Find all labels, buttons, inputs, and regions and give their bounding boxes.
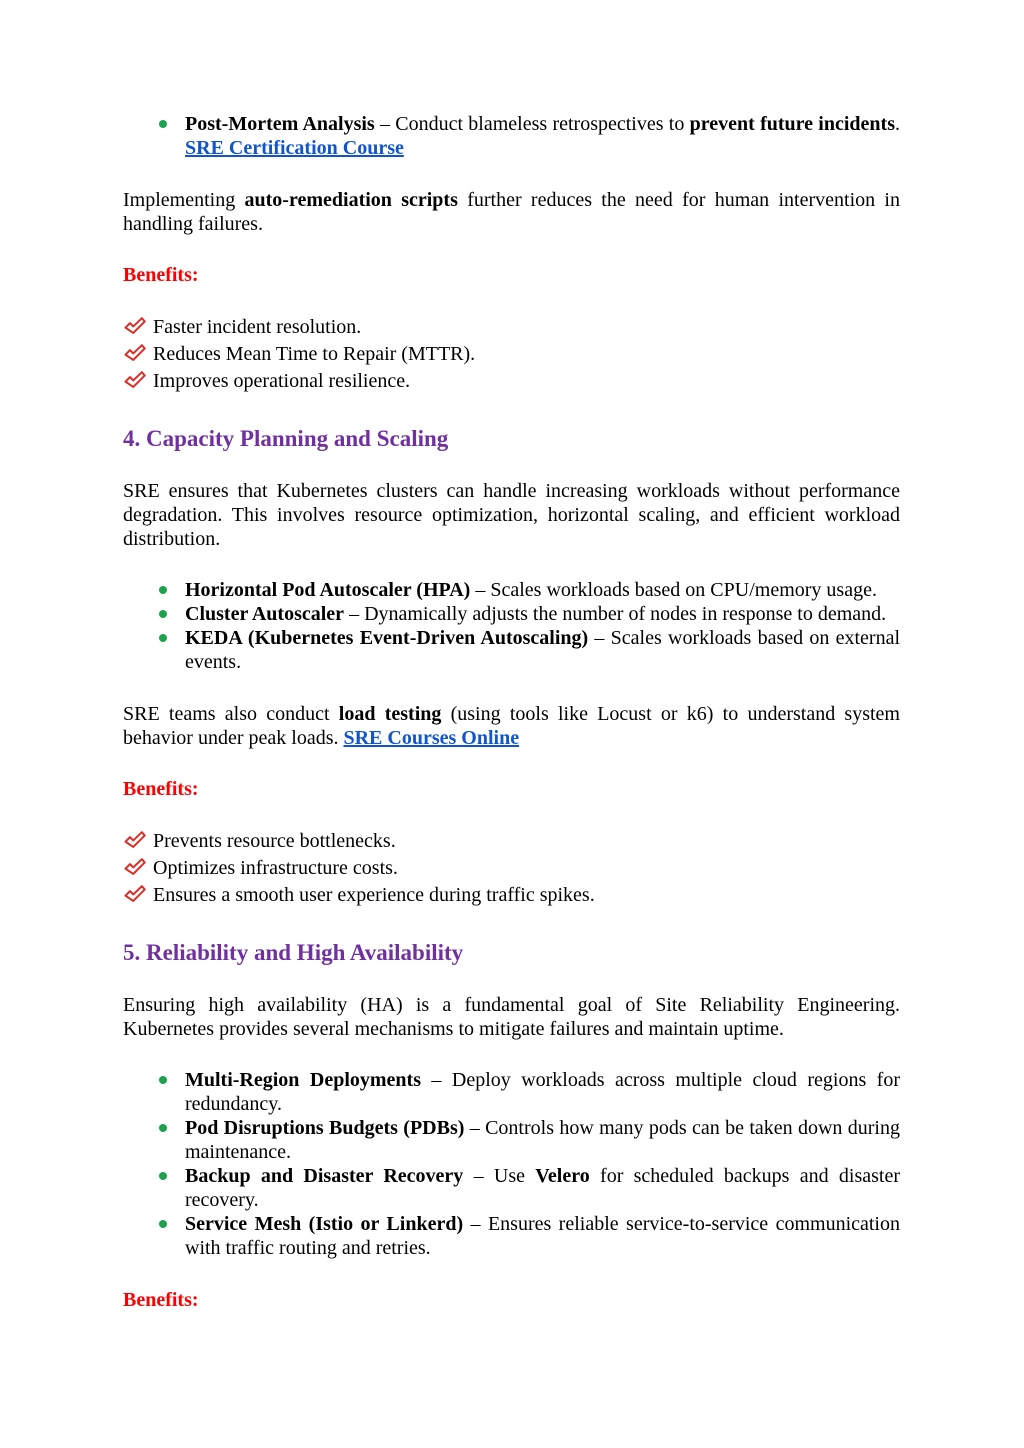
list-item-keda xyxy=(123,626,900,674)
section-heading-capacity: 4. Capacity Planning and Scaling xyxy=(123,426,449,451)
list-item-text: – Deploy workloads across multiple cloud regions for redundancy. xyxy=(185,1069,900,1115)
list-item-bold-term: Horizontal Pod Autoscaler (HPA) xyxy=(185,579,471,601)
check-row xyxy=(123,855,900,882)
bullet-icon xyxy=(159,1220,167,1228)
list-item-service-mesh xyxy=(123,1212,900,1260)
section-heading-reliability: 5. Reliability and High Availability xyxy=(123,940,464,965)
list-item-bold-term: KEDA (Kubernetes Event-Driven Autoscaling) xyxy=(185,627,589,649)
list-item-text: – Controls how many pods can be taken down during maintenance. xyxy=(185,1117,900,1163)
list-item-text: . xyxy=(895,113,900,135)
check-row xyxy=(123,368,900,395)
list-item-bold-phrase: Velero xyxy=(535,1165,590,1187)
check-text: Prevents resource bottlenecks. xyxy=(153,830,396,852)
list-item-text: for scheduled backups and disaster recovery. xyxy=(185,1165,901,1211)
benefits-heading: Benefits: xyxy=(123,1289,199,1311)
bullet-list-scaling xyxy=(123,578,900,674)
bullet-icon xyxy=(159,1124,167,1132)
checkmark-icon xyxy=(123,316,146,336)
list-item-text: – Use xyxy=(463,1165,536,1187)
list-item-bold-term: Backup and Disaster Recovery xyxy=(185,1165,464,1187)
paragraph-reliability: Ensuring high availability (HA) is a fundamental goal of Site Reliability Engineering. Kubernetes provides several mechanisms to mitigate failures and maintain uptime. xyxy=(123,994,900,1040)
list-item-bold-term: Multi-Region Deployments xyxy=(185,1069,421,1091)
list-item-text: – Conduct blameless retrospectives to xyxy=(374,113,690,135)
paragraph-text: Implementing xyxy=(123,189,245,211)
list-item-backup-dr xyxy=(123,1164,900,1212)
check-text: Improves operational resilience. xyxy=(153,370,411,392)
list-item-text: – Scales workloads based on external events. xyxy=(185,627,900,673)
check-text: Optimizes infrastructure costs. xyxy=(153,857,398,879)
checkmark-icon xyxy=(123,343,146,363)
paragraph-bold-phrase: auto-remediation scripts xyxy=(244,189,458,211)
paragraph-text: SRE teams also conduct xyxy=(123,703,339,725)
list-item-hpa xyxy=(123,578,900,602)
list-item-text: – Ensures reliable service-to-service communication with traffic routing and retries. xyxy=(185,1213,900,1259)
list-item-bold-term: Post-Mortem Analysis xyxy=(185,113,375,135)
list-item-bold-term: Pod Disruptions Budgets (PDBs) xyxy=(185,1117,465,1139)
bullet-icon xyxy=(159,634,167,642)
paragraph-auto-remediation xyxy=(123,188,900,236)
bullet-icon xyxy=(159,120,167,128)
benefits-heading: Benefits: xyxy=(123,264,199,286)
check-list-incident xyxy=(123,314,900,395)
bullet-icon xyxy=(159,610,167,618)
benefits-heading: Benefits: xyxy=(123,778,199,800)
check-text: Ensures a smooth user experience during traffic spikes. xyxy=(153,884,595,906)
sre-courses-online-link[interactable]: SRE Courses Online xyxy=(343,727,520,749)
check-text: Faster incident resolution. xyxy=(153,316,362,338)
bullet-icon xyxy=(159,586,167,594)
paragraph-bold-phrase: load testing xyxy=(338,703,442,725)
list-item-bold-term: Cluster Autoscaler xyxy=(185,603,345,625)
list-item-text: – Scales workloads based on CPU/memory usage. xyxy=(470,579,877,601)
list-item-postmortem xyxy=(123,112,900,160)
paragraph-text: (using tools like Locust or k6) to understand system behavior under peak loads. xyxy=(123,703,900,749)
paragraph-text: further reduces the need for human intervention in handling failures. xyxy=(123,189,900,235)
check-text: Reduces Mean Time to Repair (MTTR). xyxy=(153,343,476,365)
bullet-icon xyxy=(159,1172,167,1180)
list-item-pdb xyxy=(123,1116,900,1164)
check-row xyxy=(123,828,900,855)
list-item-multi-region xyxy=(123,1068,900,1116)
sre-certification-course-link[interactable]: SRE Certification Course xyxy=(185,137,404,159)
paragraph-load-testing xyxy=(123,702,900,750)
bullet-list-postmortem xyxy=(123,112,900,160)
check-row xyxy=(123,314,900,341)
bullet-list-reliability xyxy=(123,1068,900,1260)
check-row xyxy=(123,341,900,368)
check-list-capacity xyxy=(123,828,900,909)
list-item-bold-term: Service Mesh (Istio or Linkerd) xyxy=(185,1213,464,1235)
checkmark-icon xyxy=(123,884,146,904)
bullet-icon xyxy=(159,1076,167,1084)
list-item-bold-phrase: prevent future incidents xyxy=(689,113,895,135)
list-item-text: – Dynamically adjusts the number of nodes in response to demand. xyxy=(344,603,887,625)
checkmark-icon xyxy=(123,857,146,877)
list-item-cluster-autoscaler xyxy=(123,602,900,626)
check-row xyxy=(123,882,900,909)
paragraph-capacity: SRE ensures that Kubernetes clusters can handle increasing workloads without performance degradation. This involves resource optimization, horizontal scaling, and efficient workload distribution. xyxy=(123,480,900,550)
checkmark-icon xyxy=(123,370,146,390)
checkmark-icon xyxy=(123,830,146,850)
